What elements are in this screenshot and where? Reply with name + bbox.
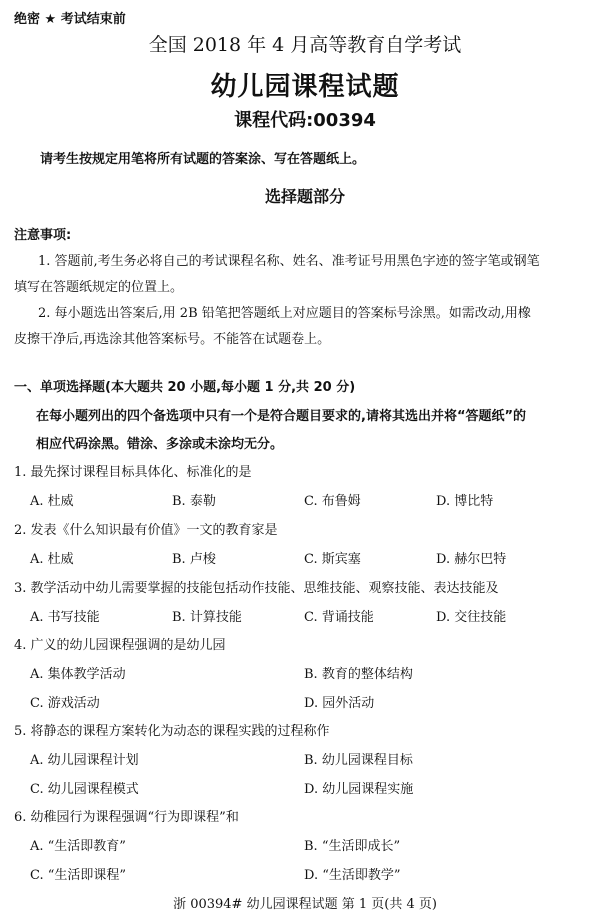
option: B. 幼儿园课程目标 xyxy=(304,753,413,768)
option: D. 交往技能 xyxy=(436,610,507,625)
option: B. “生活即成长” xyxy=(304,839,401,854)
page-footer: 浙 00394# 幼儿园课程试题 第 1 页(共 4 页) xyxy=(173,897,437,912)
question-stem: 1. 最先探讨课程目标具体化、标准化的是 xyxy=(14,465,252,480)
notes-heading: 注意事项: xyxy=(14,228,72,243)
option: D. 赫尔巴特 xyxy=(436,552,507,567)
note-line: 填写在答题纸规定的位置上。 xyxy=(14,280,184,295)
option: A. “生活即教育” xyxy=(30,839,126,854)
answer-instruction: 请考生按规定用笔将所有试题的答案涂、写在答题纸上。 xyxy=(40,152,366,167)
option: A. 杜威 xyxy=(30,494,74,509)
option: B. 计算技能 xyxy=(172,610,242,625)
option: C. 幼儿园课程模式 xyxy=(30,782,139,797)
option: C. 游戏活动 xyxy=(30,696,100,711)
option: D. 博比特 xyxy=(436,494,494,509)
option: A. 书写技能 xyxy=(30,610,100,625)
option: A. 幼儿园课程计划 xyxy=(30,753,139,768)
subject-title: 幼儿园课程试题 xyxy=(210,72,400,102)
option: D. 园外活动 xyxy=(304,696,375,711)
part-title: 选择题部分 xyxy=(264,187,345,206)
option: C. 斯宾塞 xyxy=(304,552,361,567)
option: A. 杜威 xyxy=(30,552,74,567)
question-stem: 6. 幼稚园行为课程强调“行为即课程”和 xyxy=(14,810,239,825)
option: B. 卢梭 xyxy=(172,552,216,567)
section-description: 相应代码涂黑。错涂、多涂或未涂均无分。 xyxy=(36,437,284,452)
note-line: 皮擦干净后,再选涂其他答案标号。不能答在试题卷上。 xyxy=(14,332,331,347)
confidential-label: 绝密 ★ 考试结束前 xyxy=(14,12,126,27)
option: D. 幼儿园课程实施 xyxy=(304,782,414,797)
option: C. “生活即课程” xyxy=(30,868,127,883)
note-line: 2. 每小题选出答案后,用 2B 铅笔把答题纸上对应题目的答案标号涂黑。如需改动,用橡 xyxy=(38,306,531,321)
note-line: 1. 答题前,考生务必将自己的考试课程名称、姓名、准考证号用黑色字迹的签字笔或钢笔 xyxy=(38,254,540,269)
course-code: 课程代码:00394 xyxy=(234,110,376,131)
question-stem: 2. 发表《什么知识最有价值》一文的教育家是 xyxy=(14,523,278,538)
option: B. 教育的整体结构 xyxy=(304,667,413,682)
section-heading: 一、单项选择题(本大题共 20 小题,每小题 1 分,共 20 分) xyxy=(14,380,356,395)
question-stem: 3. 教学活动中幼儿需要掌握的技能包括动作技能、思维技能、观察技能、表达技能及 xyxy=(14,581,499,596)
option: A. 集体教学活动 xyxy=(30,667,126,682)
question-stem: 5. 将静态的课程方案转化为动态的课程实践的过程称作 xyxy=(14,724,330,739)
section-description: 在每小题列出的四个备选项中只有一个是符合题目要求的,请将其选出并将“答题纸”的 xyxy=(36,409,527,424)
option: B. 泰勒 xyxy=(172,494,216,509)
question-stem: 4. 广义的幼儿园课程强调的是幼儿园 xyxy=(14,638,226,653)
option: D. “生活即教学” xyxy=(304,868,401,883)
option: C. 背诵技能 xyxy=(304,610,374,625)
option: C. 布鲁姆 xyxy=(304,494,361,509)
exam-title: 全国 2018 年 4 月高等教育自学考试 xyxy=(148,34,462,56)
